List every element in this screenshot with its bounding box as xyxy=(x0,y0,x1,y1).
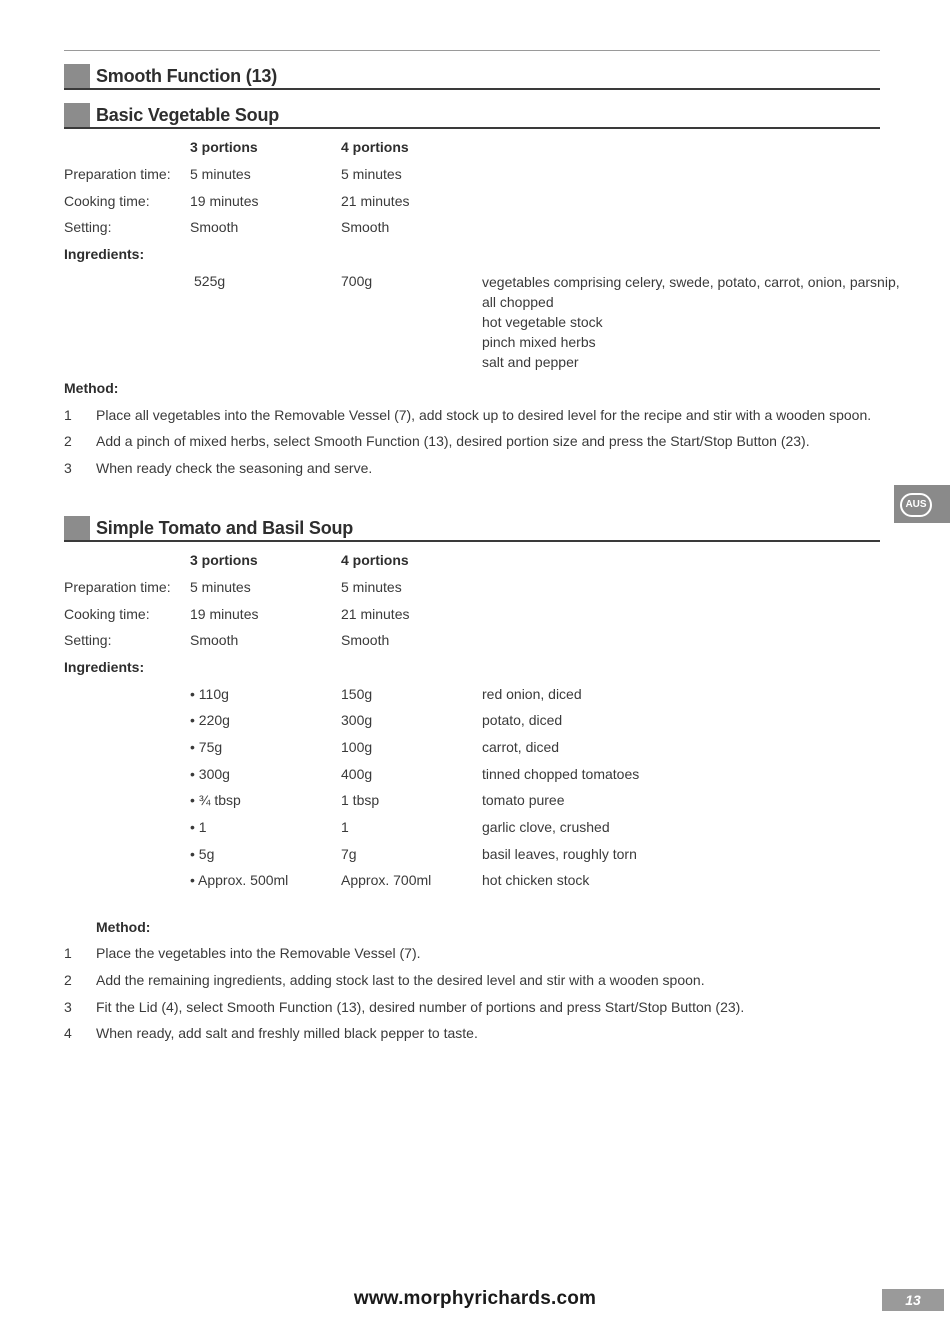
ingredient-name: tinned chopped tomatoes xyxy=(482,766,640,782)
method-step-number: 3 xyxy=(64,999,72,1015)
row-value-4: Smooth xyxy=(341,219,390,235)
ingredient-qty-3: 525g xyxy=(194,273,226,289)
region-badge: AUS xyxy=(900,493,932,517)
ingredient-description xyxy=(482,272,900,372)
col-header-4-portions: 4 portions xyxy=(341,552,409,568)
heading-block xyxy=(64,516,90,540)
ingredient-name: garlic clove, crushed xyxy=(482,819,610,835)
ingredient-qty-4: 100g xyxy=(341,739,373,755)
ingredient-name: hot chicken stock xyxy=(482,872,590,888)
recipe2-title: Simple Tomato and Basil Soup xyxy=(96,518,354,538)
ingredient-line: pinch mixed herbs xyxy=(482,334,596,350)
method-step-number: 2 xyxy=(64,433,72,449)
row-value-4: 5 minutes xyxy=(341,579,402,595)
method-step-text: Place all vegetables into the Removable Vessel (7), add stock up to desired level for the recipe and stir with a wooden spoon. xyxy=(96,407,872,423)
method-step-text: Add the remaining ingredients, adding stock last to the desired level and stir with a wooden spoon. xyxy=(96,972,705,988)
method-step-number: 1 xyxy=(64,407,72,423)
col-header-4-portions: 4 portions xyxy=(341,139,409,155)
ingredient-qty-3: • 110g xyxy=(190,686,229,702)
row-label: Setting: xyxy=(64,632,112,648)
ingredient-qty-3: • 300g xyxy=(190,766,230,782)
heading-block xyxy=(64,64,90,88)
ingredient-qty-4: 150g xyxy=(341,686,373,702)
ingredient-qty-4: 1 xyxy=(341,819,349,835)
method-step-text: Add a pinch of mixed herbs, select Smooth Function (13), desired portion size and press the Start/Stop Button (23). xyxy=(96,433,810,449)
ingredient-qty-3: • 75g xyxy=(190,739,223,755)
ingredient-qty-4: 300g xyxy=(341,712,373,728)
recipe1-title: Basic Vegetable Soup xyxy=(96,105,280,125)
ingredient-qty-3: • ¾ tbsp xyxy=(190,792,241,808)
ingredient-qty-4: 1 tbsp xyxy=(341,792,380,808)
col-header-3-portions: 3 portions xyxy=(190,139,258,155)
method-step-number: 1 xyxy=(64,945,72,961)
ingredient-line: all chopped xyxy=(482,294,554,310)
row-value-4: 21 minutes xyxy=(341,193,410,209)
footer-url: www.morphyrichards.com xyxy=(353,1288,597,1309)
method-step-text: When ready, add salt and freshly milled black pepper to taste. xyxy=(96,1025,478,1041)
row-label: Preparation time: xyxy=(64,166,171,182)
method-label: Method: xyxy=(96,919,151,935)
row-label: Cooking time: xyxy=(64,606,150,622)
row-value-3: Smooth xyxy=(190,219,239,235)
ingredients-label: Ingredients: xyxy=(64,659,145,675)
row-value-3: 5 minutes xyxy=(190,166,251,182)
row-label: Cooking time: xyxy=(64,193,150,209)
ingredient-qty-4: Approx. 700ml xyxy=(341,872,432,888)
region-tab xyxy=(894,485,950,523)
ingredient-line: hot vegetable stock xyxy=(482,314,603,330)
ingredient-name: tomato puree xyxy=(482,792,565,808)
ingredient-qty-3: • 5g xyxy=(190,846,215,862)
page-number: 13 xyxy=(882,1289,944,1311)
ingredient-qty-3: • Approx. 500ml xyxy=(190,872,289,888)
ingredient-name: carrot, diced xyxy=(482,739,560,755)
row-value-4: 5 minutes xyxy=(341,166,402,182)
ingredient-qty-3: • 220g xyxy=(190,712,230,728)
row-value-3: Smooth xyxy=(190,632,239,648)
ingredient-qty-4: 400g xyxy=(341,766,373,782)
ingredient-qty-4: 7g xyxy=(341,846,357,862)
method-step-text: Fit the Lid (4), select Smooth Function (13), desired number of portions and press Start/Stop Button (23). xyxy=(96,999,745,1015)
ingredient-qty-3: • 1 xyxy=(190,819,207,835)
method-step-text: Place the vegetables into the Removable Vessel (7). xyxy=(96,945,421,961)
ingredient-qty-4: 700g xyxy=(341,273,373,289)
row-value-3: 19 minutes xyxy=(190,606,259,622)
section-title: Smooth Function (13) xyxy=(96,66,277,86)
method-step-number: 3 xyxy=(64,460,72,476)
heading-block xyxy=(64,103,90,127)
ingredient-name: basil leaves, roughly torn xyxy=(482,846,637,862)
method-label: Method: xyxy=(64,380,119,396)
method-step-number: 2 xyxy=(64,972,72,988)
row-value-4: Smooth xyxy=(341,632,390,648)
ingredient-line: salt and pepper xyxy=(482,354,579,370)
row-label: Preparation time: xyxy=(64,579,171,595)
recipe1-heading xyxy=(64,103,880,129)
recipe2-heading xyxy=(64,516,880,542)
row-label: Setting: xyxy=(64,219,112,235)
top-rule xyxy=(64,50,880,51)
ingredients-label: Ingredients: xyxy=(64,246,145,262)
col-header-3-portions: 3 portions xyxy=(190,552,258,568)
section-heading xyxy=(64,64,880,90)
method-step-text: When ready check the seasoning and serve. xyxy=(96,460,373,476)
ingredient-name: red onion, diced xyxy=(482,686,582,702)
row-value-3: 19 minutes xyxy=(190,193,259,209)
row-value-3: 5 minutes xyxy=(190,579,251,595)
row-value-4: 21 minutes xyxy=(341,606,410,622)
ingredient-name: potato, diced xyxy=(482,712,563,728)
method-step-number: 4 xyxy=(64,1025,72,1041)
ingredient-line: vegetables comprising celery, swede, potato, carrot, onion, parsnip, xyxy=(482,274,900,290)
